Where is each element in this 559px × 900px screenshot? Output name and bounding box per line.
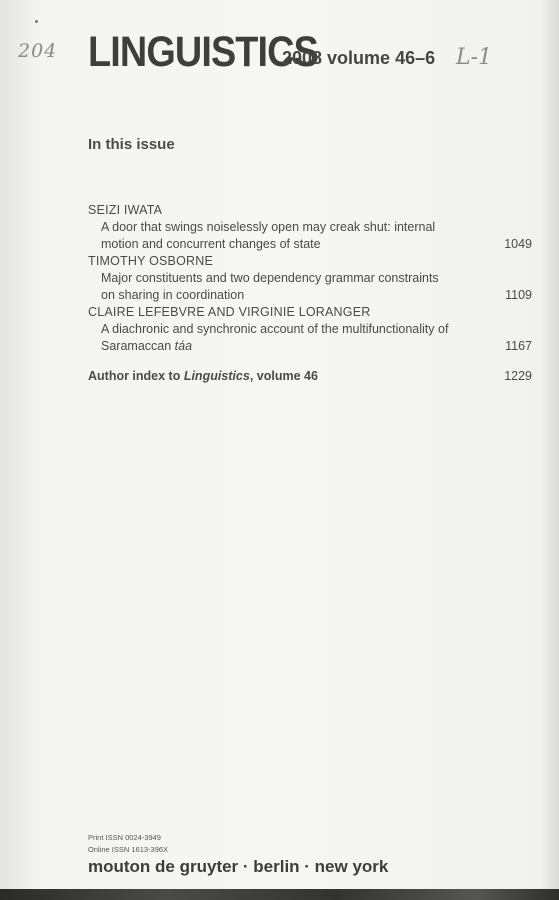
print-issn: Print ISSN 0024-3949 — [88, 833, 161, 842]
author-index-page-number: 1229 — [504, 369, 532, 383]
publisher-line: mouton de gruyter · berlin · new york — [88, 857, 389, 876]
toc-entry — [88, 202, 532, 253]
table-of-contents — [88, 202, 532, 385]
toc-page-number: 1049 — [504, 237, 532, 251]
toc-title-line — [101, 338, 532, 355]
section-heading: In this issue — [88, 136, 175, 153]
author-index-entry — [88, 368, 532, 385]
toc-page-number: 1109 — [505, 288, 532, 302]
bottom-edge-strip — [0, 889, 559, 900]
online-issn: Online ISSN 1613-396X — [88, 845, 169, 854]
toc-title-line: on sharing in coordination — [101, 288, 245, 302]
journal-title: LINGUISTICS — [88, 28, 318, 76]
toc-entry — [88, 253, 532, 304]
toc-title-italic-word: táa — [174, 339, 193, 353]
toc-title-line: Major constituents and two dependency grammar constraints — [101, 271, 439, 285]
toc-title-line: A diachronic and synchronic account of the multifunctionality of — [101, 322, 449, 336]
author-index-prefix: Author index to — [88, 369, 184, 383]
toc-author: TIMOTHY OSBORNE — [88, 254, 214, 268]
toc-title-line: motion and concurrent changes of state — [101, 237, 321, 251]
handwritten-note-left: 204 — [18, 40, 58, 62]
author-index-journal: Linguistics — [183, 369, 250, 383]
toc-page-number: 1167 — [505, 339, 532, 353]
toc-author: CLAIRE LEFEBVRE AND VIRGINIE LORANGER — [88, 305, 371, 319]
issue-info: 2008 volume 46–6 — [282, 48, 436, 68]
handwritten-note-right: L-1 — [456, 45, 493, 70]
toc-title-line: A door that swings noiselessly open may creak shut: internal — [101, 220, 436, 234]
toc-entry — [88, 304, 532, 355]
toc-title-text: Saramaccan — [101, 339, 172, 353]
toc-author: SEIZI IWATA — [88, 203, 163, 217]
author-index-suffix: , volume 46 — [249, 369, 318, 383]
ink-dot — [35, 20, 38, 23]
